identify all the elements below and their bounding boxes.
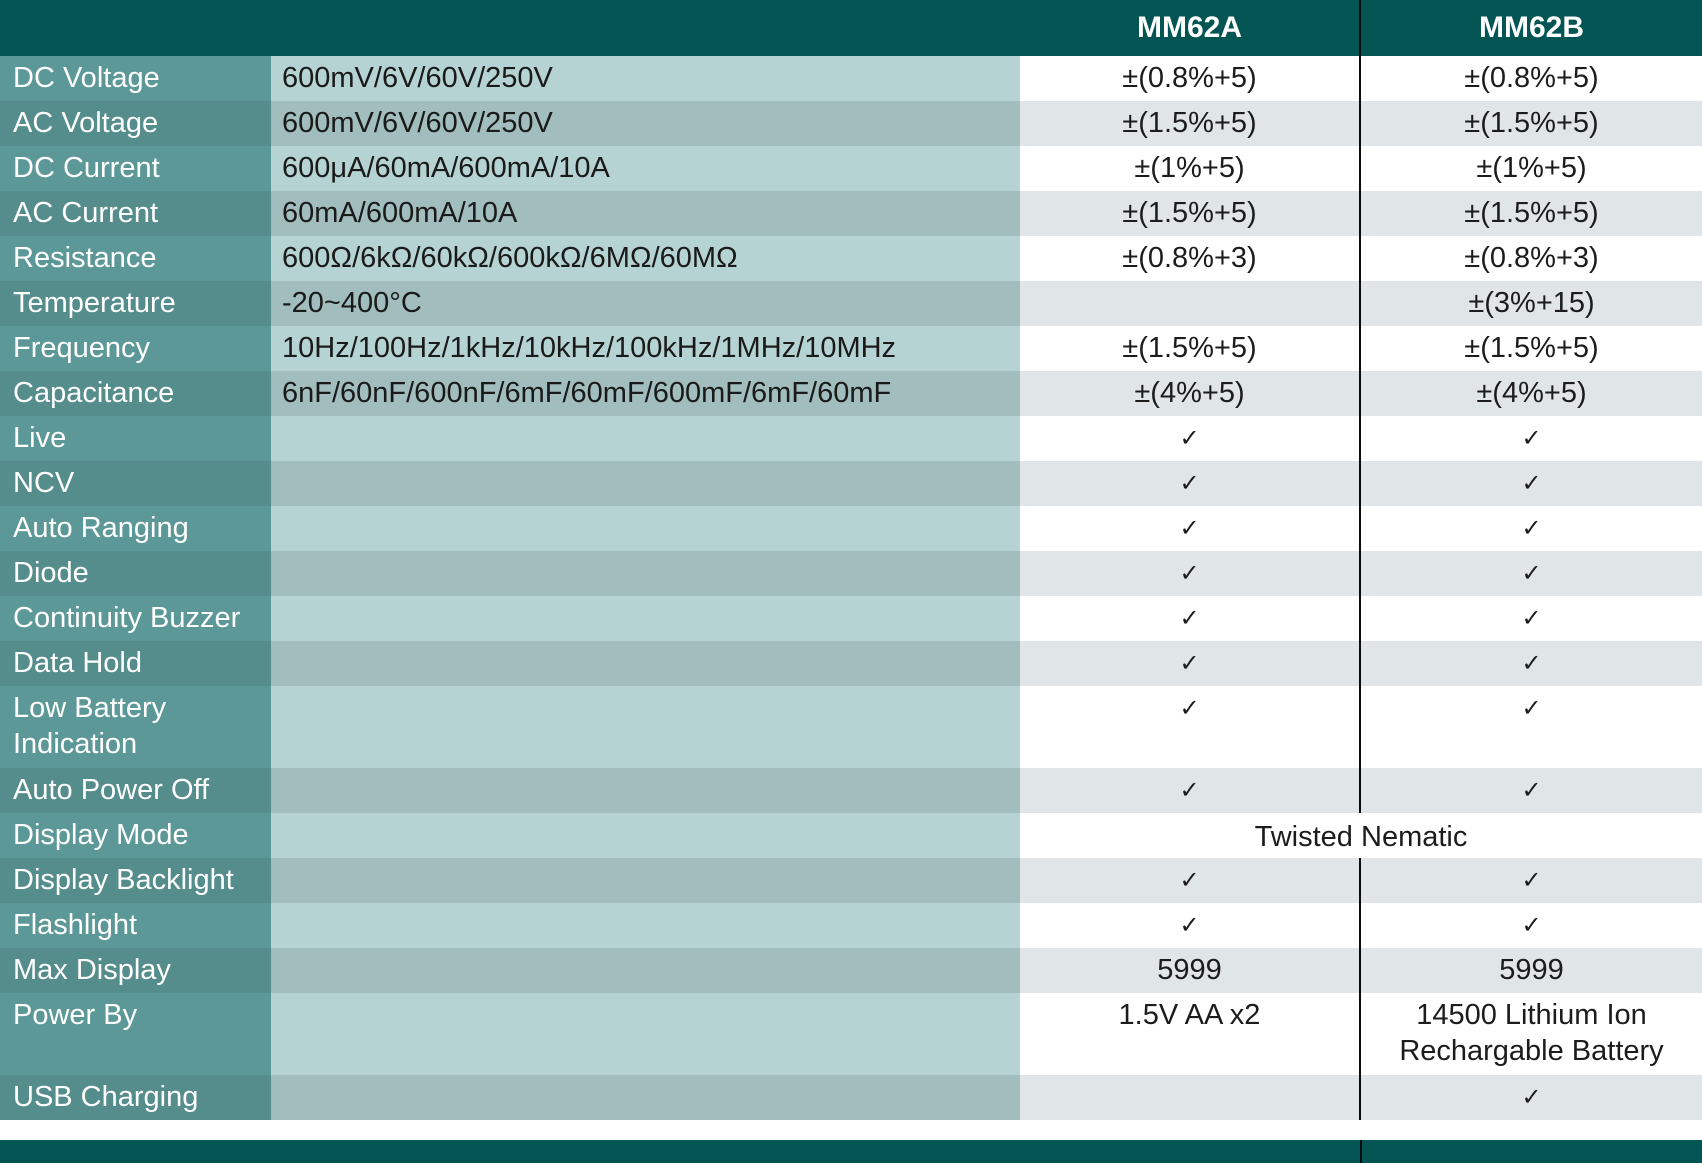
- feature-name-cell: USB Charging: [0, 1075, 271, 1120]
- table-row: [0, 1075, 1702, 1120]
- check-icon-b: ✓: [1360, 1075, 1702, 1120]
- shared-value-cell: Twisted Nematic: [1020, 813, 1702, 858]
- model-b-value-cell: ±(1.5%+5): [1360, 326, 1702, 371]
- check-icon-a: ✓: [1020, 686, 1360, 768]
- table-row: [0, 101, 1702, 146]
- range-cell: [271, 686, 1020, 768]
- table-row: [0, 236, 1702, 281]
- range-cell: -20~400°C: [271, 281, 1020, 326]
- table-row: [0, 281, 1702, 326]
- feature-name-cell: Display Backlight: [0, 858, 271, 903]
- feature-name-cell: NCV: [0, 461, 271, 506]
- check-icon-b: ✓: [1360, 903, 1702, 948]
- model-a-value-cell: ±(1.5%+5): [1020, 326, 1360, 371]
- check-icon-b: ✓: [1360, 641, 1702, 686]
- feature-name-cell: Diode: [0, 551, 271, 596]
- range-cell: 600μA/60mA/600mA/10A: [271, 146, 1020, 191]
- table-row: [0, 461, 1702, 506]
- header-row: [0, 0, 1702, 56]
- model-b-value-cell: 14500 Lithium Ion Rechargable Battery: [1360, 993, 1702, 1075]
- model-a-value-cell: ±(1.5%+5): [1020, 191, 1360, 236]
- feature-name-cell: Low Battery Indication: [0, 686, 271, 768]
- table-row: [0, 858, 1702, 903]
- table-row: [0, 506, 1702, 551]
- check-icon-b: ✓: [1360, 596, 1702, 641]
- range-cell: 600mV/6V/60V/250V: [271, 56, 1020, 101]
- feature-name-cell: DC Voltage: [0, 56, 271, 101]
- footer-bar: [0, 1140, 1702, 1163]
- feature-name-cell: Display Mode: [0, 813, 271, 858]
- check-icon-a: ✓: [1020, 551, 1360, 596]
- table-header: [0, 0, 1702, 56]
- table-body: [0, 56, 1702, 1120]
- model-b-value-cell: ±(3%+15): [1360, 281, 1702, 326]
- table-row: [0, 551, 1702, 596]
- check-icon-a: ✓: [1020, 768, 1360, 813]
- range-cell: [271, 813, 1020, 858]
- check-icon-a: ✓: [1020, 858, 1360, 903]
- feature-name-cell: DC Current: [0, 146, 271, 191]
- range-cell: [271, 461, 1020, 506]
- model-a-value-cell: ±(1%+5): [1020, 146, 1360, 191]
- feature-name-cell: Live: [0, 416, 271, 461]
- header-model-b: MM62B: [1360, 0, 1702, 56]
- check-icon-a: ✓: [1020, 461, 1360, 506]
- feature-name-cell: Auto Ranging: [0, 506, 271, 551]
- table-row: [0, 596, 1702, 641]
- model-a-value-cell: [1020, 1075, 1360, 1120]
- feature-name-cell: AC Voltage: [0, 101, 271, 146]
- footer-column-divider: [1360, 1140, 1362, 1163]
- table-row: [0, 948, 1702, 993]
- feature-name-cell: Temperature: [0, 281, 271, 326]
- model-b-value-cell: ±(1%+5): [1360, 146, 1702, 191]
- feature-name-cell: Flashlight: [0, 903, 271, 948]
- model-a-value-cell: ±(0.8%+5): [1020, 56, 1360, 101]
- range-cell: [271, 903, 1020, 948]
- check-icon-a: ✓: [1020, 903, 1360, 948]
- check-icon-b: ✓: [1360, 551, 1702, 596]
- model-b-value-cell: ±(4%+5): [1360, 371, 1702, 416]
- model-a-value-cell: 5999: [1020, 948, 1360, 993]
- range-cell: [271, 1075, 1020, 1120]
- model-a-value-cell: ±(4%+5): [1020, 371, 1360, 416]
- model-a-value-cell: ±(0.8%+3): [1020, 236, 1360, 281]
- table-row: [0, 326, 1702, 371]
- feature-name-cell: Data Hold: [0, 641, 271, 686]
- model-a-value-cell: [1020, 281, 1360, 326]
- table-row: [0, 56, 1702, 101]
- check-icon-b: ✓: [1360, 686, 1702, 768]
- table-row: [0, 686, 1702, 768]
- model-b-value-cell: ±(1.5%+5): [1360, 191, 1702, 236]
- table-row: [0, 146, 1702, 191]
- feature-name-cell: Continuity Buzzer: [0, 596, 271, 641]
- range-cell: [271, 768, 1020, 813]
- range-cell: [271, 948, 1020, 993]
- range-cell: 10Hz/100Hz/1kHz/10kHz/100kHz/1MHz/10MHz: [271, 326, 1020, 371]
- range-cell: [271, 993, 1020, 1075]
- model-b-value-cell: 5999: [1360, 948, 1702, 993]
- header-range-cell: [271, 0, 1020, 56]
- header-model-a: MM62A: [1020, 0, 1360, 56]
- check-icon-b: ✓: [1360, 768, 1702, 813]
- range-cell: [271, 416, 1020, 461]
- range-cell: [271, 506, 1020, 551]
- feature-name-cell: Max Display: [0, 948, 271, 993]
- model-a-value-cell: 1.5V AA x2: [1020, 993, 1360, 1075]
- range-cell: 600Ω/6kΩ/60kΩ/600kΩ/6MΩ/60MΩ: [271, 236, 1020, 281]
- table-row: [0, 813, 1702, 858]
- range-cell: [271, 551, 1020, 596]
- model-b-value-cell: ±(0.8%+3): [1360, 236, 1702, 281]
- check-icon-a: ✓: [1020, 416, 1360, 461]
- check-icon-a: ✓: [1020, 506, 1360, 551]
- feature-name-cell: Auto Power Off: [0, 768, 271, 813]
- check-icon-b: ✓: [1360, 506, 1702, 551]
- check-icon-a: ✓: [1020, 641, 1360, 686]
- check-icon-b: ✓: [1360, 416, 1702, 461]
- check-icon-b: ✓: [1360, 461, 1702, 506]
- feature-name-cell: Power By: [0, 993, 271, 1075]
- table-row: [0, 768, 1702, 813]
- feature-name-cell: Capacitance: [0, 371, 271, 416]
- header-feature-cell: [0, 0, 271, 56]
- feature-name-cell: Frequency: [0, 326, 271, 371]
- table-row: [0, 416, 1702, 461]
- model-b-value-cell: ±(1.5%+5): [1360, 101, 1702, 146]
- check-icon-b: ✓: [1360, 858, 1702, 903]
- table-row: [0, 993, 1702, 1075]
- range-cell: 60mA/600mA/10A: [271, 191, 1020, 236]
- table-row: [0, 371, 1702, 416]
- model-a-value-cell: ±(1.5%+5): [1020, 101, 1360, 146]
- range-cell: 600mV/6V/60V/250V: [271, 101, 1020, 146]
- range-cell: 6nF/60nF/600nF/6mF/60mF/600mF/6mF/60mF: [271, 371, 1020, 416]
- feature-name-cell: AC Current: [0, 191, 271, 236]
- table-row: [0, 191, 1702, 236]
- check-icon-a: ✓: [1020, 596, 1360, 641]
- range-cell: [271, 641, 1020, 686]
- range-cell: [271, 596, 1020, 641]
- table-row: [0, 903, 1702, 948]
- model-b-value-cell: ±(0.8%+5): [1360, 56, 1702, 101]
- feature-name-cell: Resistance: [0, 236, 271, 281]
- range-cell: [271, 858, 1020, 903]
- table-row: [0, 641, 1702, 686]
